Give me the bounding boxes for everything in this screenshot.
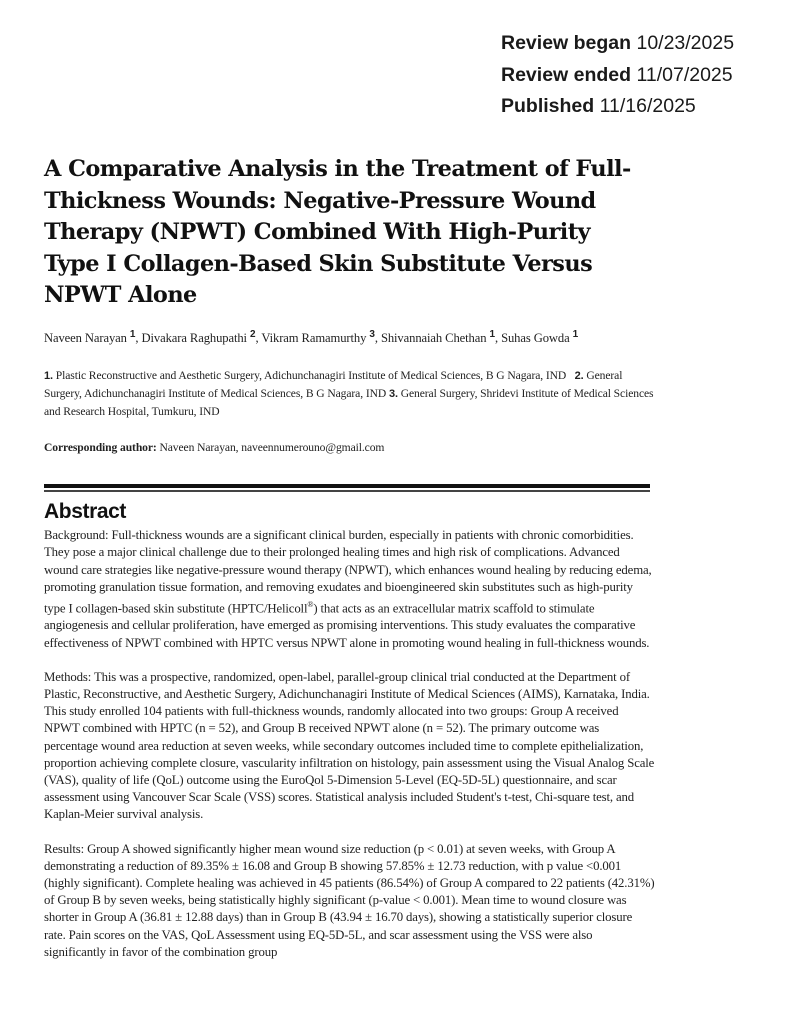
author[interactable]: Shivannaiah Chethan bbox=[380, 331, 487, 346]
author-affiliation-ref: 2 bbox=[250, 328, 256, 340]
corresponding-author bbox=[44, 440, 654, 456]
review-began-date: 10/23/2025 bbox=[636, 32, 735, 54]
review-began-label: Review began bbox=[501, 32, 632, 54]
abstract-results: Results: Group A showed significantly higher mean wound size reduction (p < 0.01) at seven weeks, with Group A demonstrating a reduction of 89.35% ± 16.08 and Group B showing 57.85% ± 12.73 reduction, with p value <0.001 (highly significant). Complete healing was achieved in 45 patients (86.54%) of Group A compared to 22 patients (42.31%) of Group B by seven weeks, being statistically highly significant (p-value < 0.001). Mean time to wound closure was shorter in Group A (36.81 ± 12.88 days) than in Group B (43.94 ± 16.70 days), showing a statistically superior closure rate. Pain scores on the VAS, QoL Assessment using EQ-5D-5L, and scar assessment using the VSS were also significantly in favor of the combination group bbox=[44, 841, 655, 959]
review-began bbox=[501, 28, 734, 60]
abstract-background bbox=[44, 527, 656, 652]
author-affiliation-ref: 1 bbox=[129, 328, 136, 340]
author[interactable]: Naveen Narayan bbox=[44, 331, 127, 346]
review-ended-date: 11/07/2025 bbox=[636, 63, 733, 86]
author-list: Naveen Narayan $^1$, Divakara Raghupathi $^2$, Vikram Ramamurthy $^3$, Shivannaiah Chethan $^1$, Suhas Gowda $^1$ bbox=[44, 328, 579, 346]
background-text-1: Background: Full-thickness wounds are a significant clinical burden, especially in patients with chronic comorbidities. They pose a major clinical challenge due to their prolonged healing times and high risk of complications. Advanced wound care strategies like negative-pressure wound therapy (NPWT), which enhances wound healing by reducing edema, promoting granulation tissue formation, and removing exudates and bioengineered skin substitutes such as high-purity type I collagen-based skin substitute (HPTC/Helicoll bbox=[44, 528, 652, 616]
background-text-2: ) that acts as an extracellular matrix scaffold to stimulate angiogenesis and cellular proliferation, have emerged as promising interventions. This study evaluates the comparative effectiveness of NPWT combined with HPTC versus NPWT alone in promoting wound healing in full-thickness wounds. bbox=[44, 601, 650, 650]
corresponding-author-label: Corresponding author: bbox=[44, 441, 157, 455]
author-affiliation-ref: 1 bbox=[489, 328, 495, 340]
article bbox=[44, 154, 654, 961]
published bbox=[501, 91, 734, 123]
abstract-methods: Methods: This was a prospective, randomized, open-label, parallel-group clinical trial conducted at the Department of Plastic, Reconstructive, and Aesthetic Surgery, Adichunchanagiri Institute of Medical Sciences (AIMS), Karnataka, India. This study enrolled 104 patients with full-thickness wounds, randomly allocated into two groups: Group A received NPWT combined with HPTC (n = 52), and Group B received NPWT alone (n = 52). The primary outcome was percentage wound area reduction at seven weeks, while secondary outcomes included time to complete epithelialization, proportion achieving complete closure, vascularity infiltration on histology, pain assessment using the Visual Analog Scale (VAS), quality of life (QoL) outcome using the EuroQol 5-Dimension 5-Level (EQ-5D-5L) questionnaire, and scar assessment using Vancouver Scar Scale (VSS) scores. Statistical analysis included Student's t-test, Chi-square test, and Kaplan-Meier survival analysis. bbox=[44, 669, 655, 822]
divider-thin-rule bbox=[44, 490, 650, 492]
author[interactable]: Divakara Raghupathi bbox=[141, 331, 247, 346]
corresponding-author-value[interactable]: Naveen Narayan, naveennumerouno@gmail.com bbox=[159, 441, 385, 455]
author[interactable]: Suhas Gowda bbox=[501, 331, 570, 346]
author[interactable]: Vikram Ramamurthy bbox=[261, 331, 367, 346]
article-title: A Comparative Analysis in the Treatment of Full-Thickness Wounds: Negative-Pressure Wound Therapy (NPWT) Combined With High-Purity Type I Collagen-Based Skin Substitute Versus NPWT Alone bbox=[44, 156, 631, 309]
registered-mark: ® bbox=[307, 599, 314, 609]
affiliations bbox=[44, 367, 654, 420]
affiliation-number: 2. bbox=[574, 370, 584, 383]
affiliation-number: 1. bbox=[44, 370, 53, 383]
affiliation-number: 3. bbox=[388, 388, 398, 401]
affiliation-text: General Surgery, Shridevi Institute of Medical Sciences and Research Hospital, Tumkuru, IND bbox=[44, 387, 654, 419]
review-ended-label: Review ended bbox=[501, 63, 632, 86]
abstract-heading: Abstract bbox=[44, 500, 126, 524]
affiliation-text: Plastic Reconstructive and Aesthetic Surgery, Adichunchanagiri Institute of Medical Sciences, B G Nagara, IND bbox=[55, 369, 567, 383]
author-affiliation-ref: 1 bbox=[572, 328, 579, 340]
affiliation-text: General Surgery, Adichunchanagiri Institute of Medical Sciences, B G Nagara, IND bbox=[44, 369, 623, 401]
author-affiliation-ref: 3 bbox=[369, 328, 375, 340]
review-dates bbox=[501, 28, 734, 123]
review-ended bbox=[501, 60, 734, 92]
published-label: Published bbox=[501, 95, 595, 117]
published-date: 11/16/2025 bbox=[599, 95, 696, 117]
section-divider bbox=[44, 484, 650, 492]
